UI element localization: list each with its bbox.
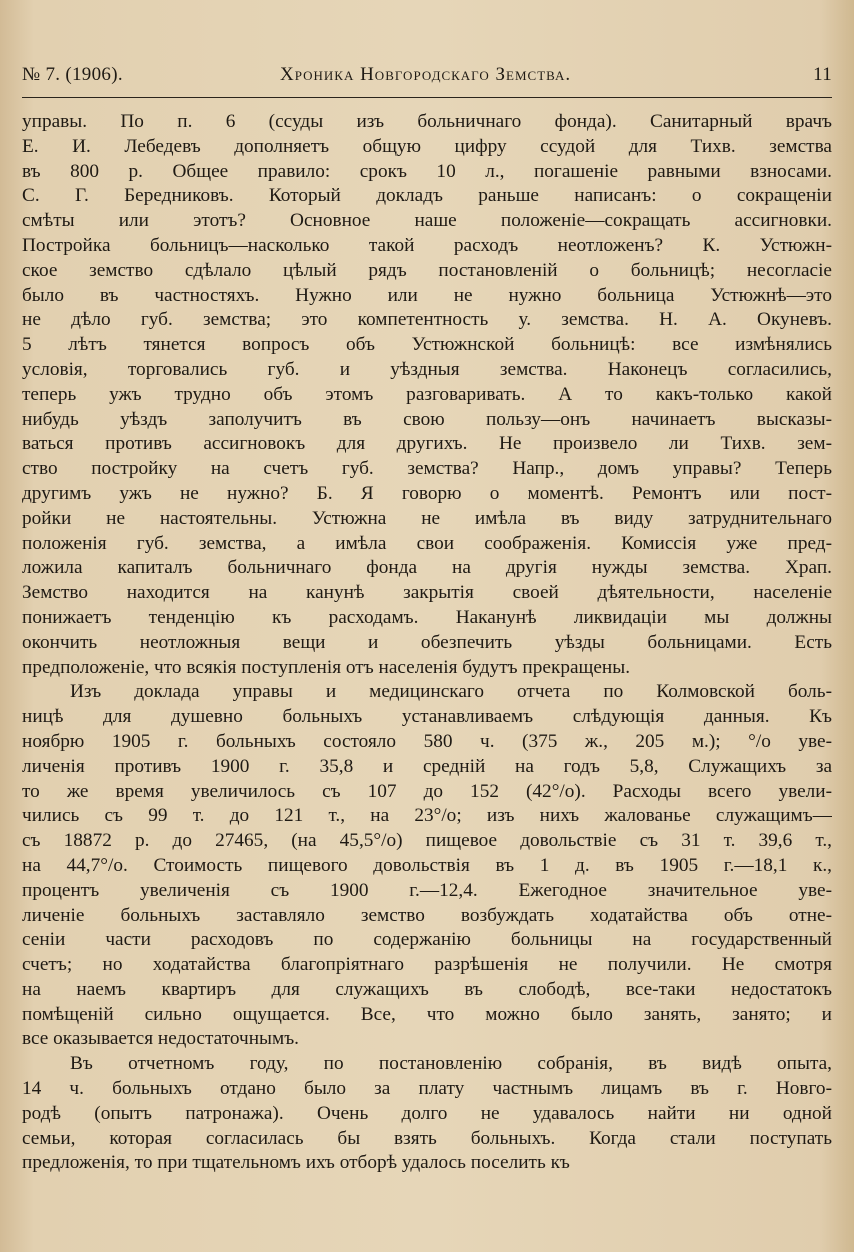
text-line: родѣ (опытъ патронажа). Очень долго не удавалось найти ни одной [22,1102,832,1124]
text-line: Е. И. Лебедевъ дополняетъ общую цифру ссудой для Тихв. земства [22,135,832,157]
text-line: положенія губ. земства, а имѣла свои соображенія. Комиссія уже пред- [22,532,832,554]
text-line: на 44,7°/о. Стоимость пищевого довольствія въ 1 д. въ 1905 г.—18,1 к., [22,854,832,876]
text-line: другимъ ужъ не нужно? Б. Я говорю о моментѣ. Ремонтъ или пост- [22,482,832,504]
paragraph [22,680,832,1052]
issue-number: № 7. (1906). [22,64,123,85]
text-line: не дѣло губ. земства; это компетентность у. земства. Н. А. Окуневъ. [22,309,832,331]
paragraph [22,110,832,680]
running-header [22,64,832,94]
text-line: ское земство сдѣлало цѣлый рядъ постановленій о больницѣ; несогласіе [22,259,832,281]
text-line: 14 ч. больныхъ отдано было за плату частнымъ лицамъ въ г. Новго- [22,1078,832,1100]
text-line: счетъ; но ходатайства благопріятнаго разрѣшенія не получили. Не смотря [22,954,832,976]
text-line: С. Г. Бередниковъ. Который докладъ раньше написанъ: о сокращеніи [22,185,832,207]
text-line: было въ частностяхъ. Нужно или не нужно больница Устюжнѣ—это [22,284,832,306]
text-line: все оказывается недостаточнымъ. [22,1028,299,1050]
text-line: ваться противъ ассигновокъ для другихъ. Не произвело ли Тихв. зем- [22,433,832,455]
journal-title: Хроника Новгородскаго Земства. [280,64,572,85]
text-line: смѣты или этотъ? Основное наше положеніе—сокращать ассигновки. [22,210,832,232]
paragraph [22,1052,832,1176]
body-text [22,110,832,1176]
text-line: ложила капиталъ больничнаго фонда на другія нужды земства. Храп. [22,557,832,579]
text-line: личеніе больныхъ заставляло земство возбуждать ходатайства объ отне- [22,904,832,926]
text-line: процентъ увеличенія съ 1900 г.—12,4. Ежегодное значительное уве- [22,879,832,901]
header-rule [22,97,832,98]
text-line: ройки не настоятельны. Устюжна не имѣла въ виду затруднительнаго [22,507,832,529]
page-number: 11 [813,64,832,85]
text-line: Постройка больницъ—насколько такой расходъ неотложенъ? К. Устюжн- [22,234,832,256]
text-line: Въ отчетномъ году, по постановленію собранія, въ видѣ опыта, [70,1053,832,1075]
text-line: Изъ доклада управы и медицинскаго отчета по Колмовской боль- [70,681,832,703]
text-line: на наемъ квартиръ для служащихъ въ слободѣ, все-таки недостатокъ [22,978,832,1000]
text-line: управы. По п. 6 (ссуды изъ больничнаго фонда). Санитарный врачъ [22,111,832,132]
text-line: чились съ 99 т. до 121 т., на 23°/о; изъ нихъ жалованье служащимъ— [22,805,832,827]
text-line: предложенія, то при тщательномъ ихъ отборѣ удалось поселить къ [22,1152,570,1174]
text-line: семьи, которая согласилась бы взять больныхъ. Когда стали поступать [22,1127,832,1149]
text-line: помѣщеній сильно ощущается. Все, что можно было занять, занято; и [22,1003,832,1025]
text-line: предположеніе, что всякія поступленія отъ населенія будутъ прекращены. [22,656,631,678]
text-line: личенія противъ 1900 г. 35,8 и средній на годъ 5,8, Служащихъ за [22,755,832,777]
text-line: съ 18872 р. до 27465, (на 45,5°/о) пищевое довольствіе съ 31 т. 39,6 т., [22,830,832,852]
text-line: Земство находится на канунѣ закрытія своей дѣятельности, населеніе [22,582,832,604]
text-line: окончить неотложныя вещи и обезпечить уѣзды больницами. Есть [22,631,832,653]
text-line: 5 лѣтъ тянется вопросъ объ Устюжнской больницѣ: все измѣнялись [22,334,832,356]
text-line: теперь ужъ трудно объ этомъ разговаривать. А то какъ-только какой [22,383,832,405]
text-line: въ 800 р. Общее правило: срокъ 10 л., погашеніе равными взносами. [22,160,832,182]
text-line: сеніи части расходовъ по содержанію больницы на государственный [22,929,832,951]
text-line: то же время увеличилось съ 107 до 152 (42°/о). Расходы всего увели- [22,780,832,802]
text-line: условія, торговались губ. и уѣздныя земства. Наконецъ согласились, [22,358,832,380]
text-line: ницѣ для душевно больныхъ устанавливаемъ слѣдующія данныя. Къ [22,706,832,728]
text-line: ство постройку на счетъ губ. земства? Напр., домъ управы? Теперь [22,458,832,480]
text-line: ноябрю 1905 г. больныхъ состояло 580 ч. (375 ж., 205 м.); °/о уве- [22,730,832,752]
text-line: нибудь уѣздъ заполучитъ въ свою пользу—онъ начинаетъ высказы- [22,408,832,430]
text-line: понижаетъ тенденцію къ расходамъ. Наканунѣ ликвидаціи мы должны [22,606,832,628]
